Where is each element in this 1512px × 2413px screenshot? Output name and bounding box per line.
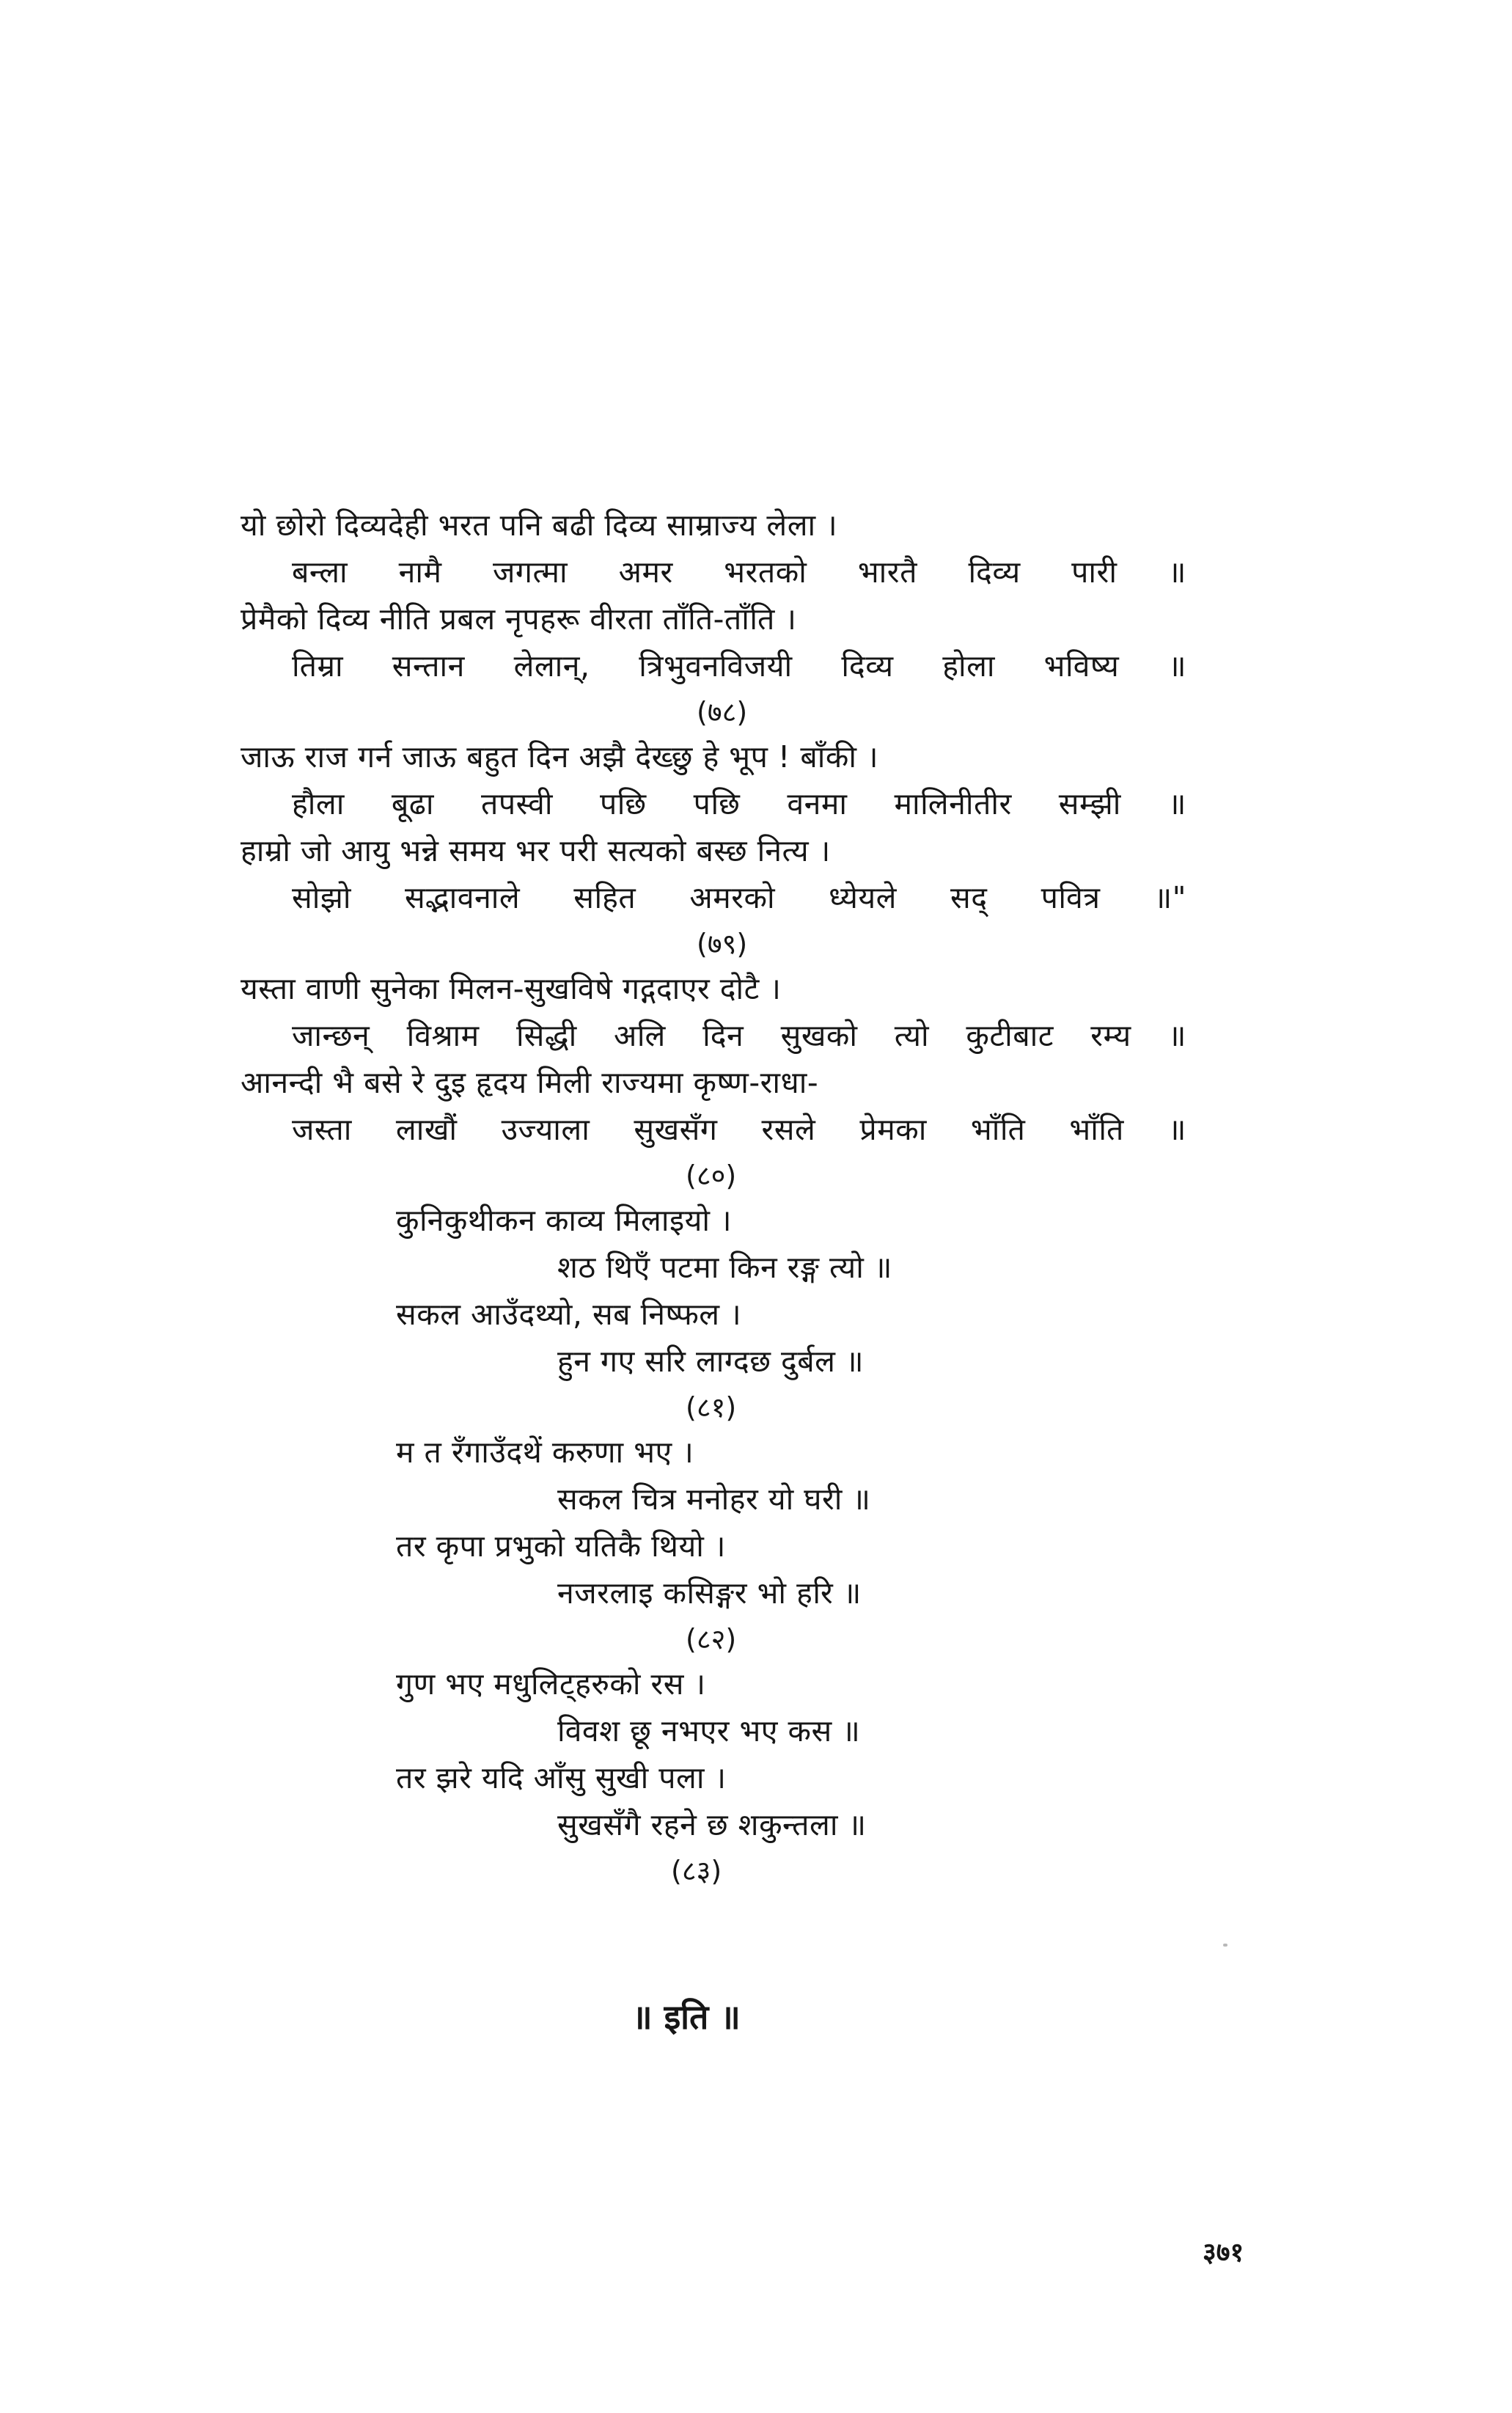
verse-line: जाऊ राज गर्न जाऊ बहुत दिन अझै देख्छु हे भूप ! बाँकी ।	[241, 739, 879, 775]
verse-line: म त रँगाउँदथें करुणा भए ।	[396, 1435, 694, 1470]
verse-line: गुण भए मधुलिट्हरुको रस ।	[396, 1666, 706, 1702]
verse-number: (७८)	[697, 696, 748, 728]
verse-line: सकल आउँदथ्यो, सब निष्फल ।	[396, 1297, 742, 1332]
verse-line: तिम्रा सन्तान लेलान्, त्रिभुवनविजयी दिव्य होला भविष्य ॥	[292, 648, 1186, 684]
verse-line: प्रेमैको दिव्य नीति प्रबल नृपहरू वीरता ताँति-ताँति ।	[241, 601, 797, 637]
verse-line: यो छोरो दिव्यदेही भरत पनि बढी दिव्य साम्राज्य लेला ।	[241, 508, 838, 543]
page-number: ३७१	[1203, 2238, 1244, 2268]
verse-number: (८२)	[686, 1623, 737, 1655]
verse-line: हुन गए सरि लाग्दछ दुर्बल ॥	[557, 1344, 865, 1379]
verse-number: (७९)	[697, 928, 748, 960]
verse-line: सकल चित्र मनोहर यो घरी ॥	[557, 1482, 871, 1517]
verse-line: शठ थिएँ पटमा किन रङ्ग त्यो ॥	[557, 1250, 892, 1285]
verse-line: सुखसँगै रहने छ शकुन्तला ॥	[557, 1807, 867, 1842]
scan-speck	[1223, 1944, 1227, 1947]
verse-line: कुनिकुथीकन काव्य मिलाइयो ।	[396, 1203, 733, 1238]
verse-line: तर झरे यदि आँसु सुखी पला ।	[396, 1760, 727, 1795]
verse-line: आनन्दी भै बसे रे दुइ हृदय मिली राज्यमा कृष्ण-राधा-	[241, 1065, 819, 1100]
verse-line: जान्छन् विश्राम सिद्धी अलि दिन सुखको त्यो कुटीबाट रम्य ॥	[292, 1018, 1186, 1053]
verse-line: विवश छू नभएर भए कस ॥	[557, 1713, 861, 1749]
verse-line: तर कृपा प्रभुको यतिकै थियो ।	[396, 1528, 726, 1564]
verse-line: नजरलाइ कसिङ्गर भो हरि ॥	[557, 1575, 862, 1611]
verse-line: जस्ता लाखौं उज्याला सुखसँग रसले प्रेमका भाँति भाँति ॥	[292, 1112, 1186, 1147]
verse-line: बन्ला नामै जगत्मा अमर भरतको भारतै दिव्य पारी ॥	[292, 554, 1186, 590]
verse-line: हाम्रो जो आयु भन्ने समय भर परी सत्यको बस्छ नित्य ।	[241, 833, 831, 868]
verse-line: यस्ता वाणी सुनेका मिलन-सुखविषे गद्गदाएर दोटै ।	[241, 971, 782, 1006]
verse-number: (८३)	[671, 1855, 722, 1887]
closing-mark: ॥ इति ॥	[632, 1997, 741, 2037]
verse-line: सोझो सद्भावनाले सहित अमरको ध्येयले सद् पवित्र ॥"	[292, 880, 1186, 915]
verse-line: हौला बूढा तपस्वी पछि पछि वनमा मालिनीतीर सम्झी ॥	[292, 786, 1186, 821]
verse-number: (८१)	[686, 1391, 737, 1424]
verse-number: (८०)	[686, 1160, 737, 1192]
